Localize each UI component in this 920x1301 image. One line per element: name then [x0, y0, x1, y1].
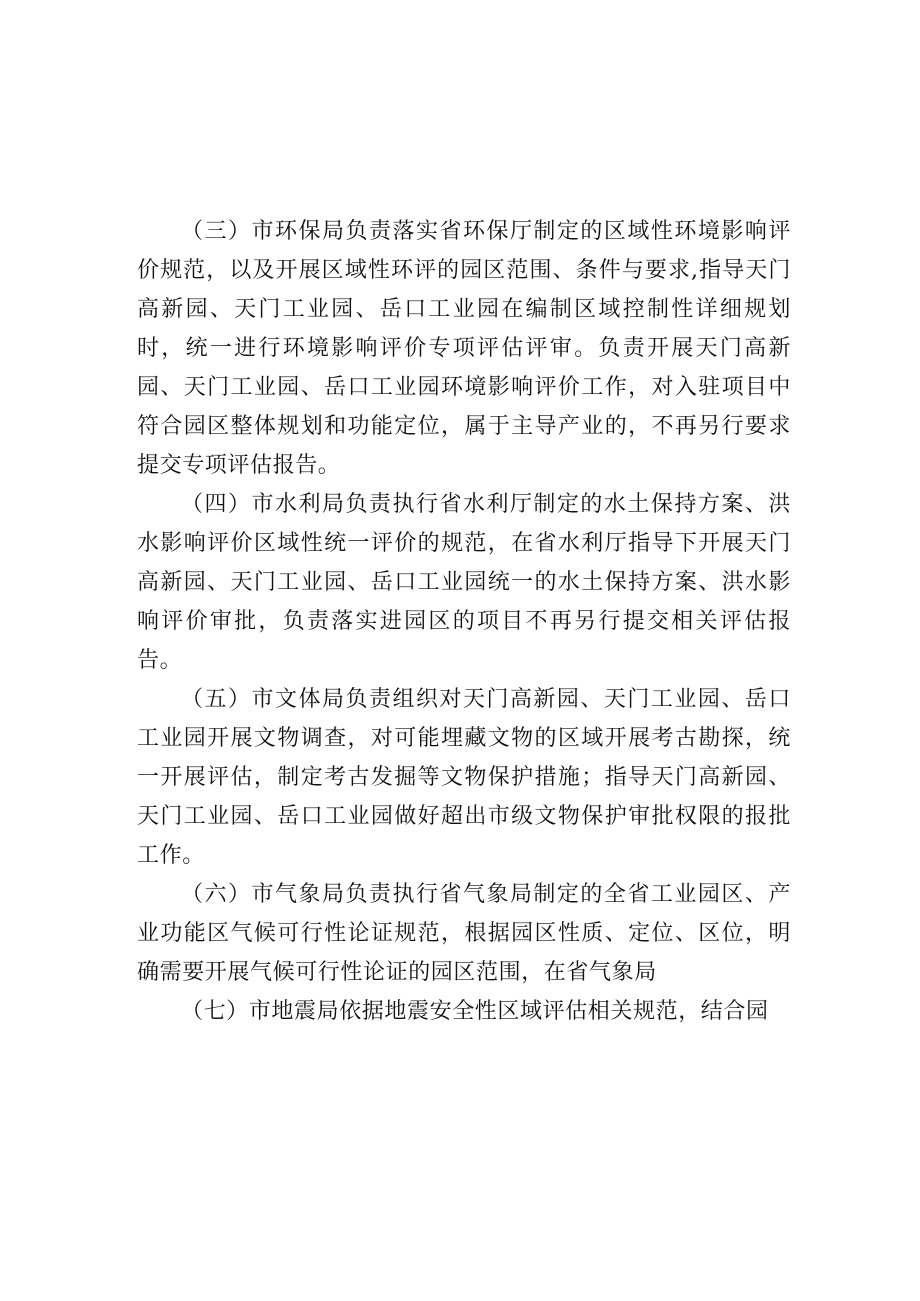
paragraph-6-meteorological-bureau: （六）市气象局负责执行省气象局制定的全省工业园区、产业功能区气候可行性论证规范，根据园区性质、定位、区位，明确需要开展气候可行性论证的园区范围，在省气象局: [137, 882, 791, 985]
paragraph-5-culture-sports-bureau: （五）市文体局负责组织对天门高新园、天门工业园、岳口工业园开展文物调查，对可能埋藏文物的区域开展考古勘探，统一开展评估，制定考古发掘等文物保护措施；指导天门高新园、天门工业园、岳口工业园做好超出市级文物保护审批权限的报批工作。: [137, 687, 791, 868]
document-body: [137, 212, 791, 1031]
paragraph-7-earthquake-bureau: （七）市地震局依据地震安全性区域评估相关规范，结合园: [181, 999, 769, 1024]
paragraph-4-water-resources-bureau: （四）市水利局负责执行省水利厅制定的水土保持方案、洪水影响评价区域性统一评价的规范，在省水利厅指导下开展天门高新园、天门工业园、岳口工业园统一的水土保持方案、洪水影响评价审批，负责落实进园区的项目不再另行提交相关评估报告。: [137, 492, 791, 673]
paragraph-3-environmental-bureau: （三）市环保局负责落实省环保厅制定的区域性环境影响评价规范，以及开展区域性环评的园区范围、条件与要求,指导天门高新园、天门工业园、岳口工业园在编制区域控制性详细规划时，统一进行环境影响评价专项评估评审。负责开展天门高新园、天门工业园、岳口工业园环境影响评价工作，对入驻项目中符合园区整体规划和功能定位，属于主导产业的，不再另行要求提交专项评估报告。: [137, 219, 791, 478]
